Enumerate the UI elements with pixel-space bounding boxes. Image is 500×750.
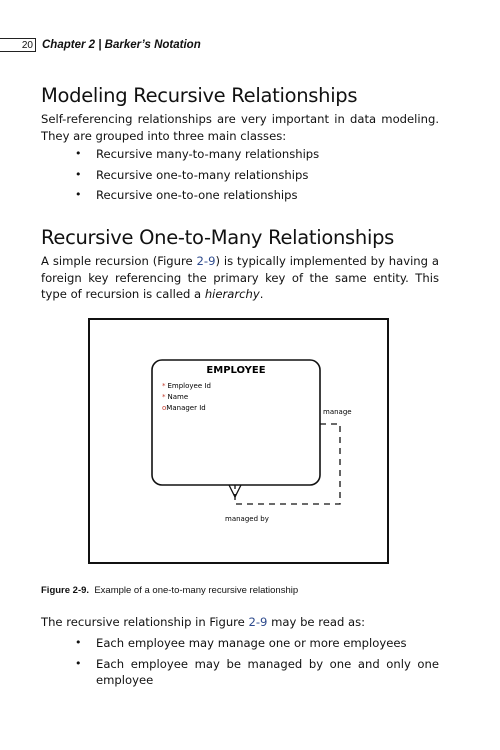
- bullet-icon: •: [75, 636, 82, 649]
- reading-paragraph: The recursive relationship in Figure 2-9 may be read as:: [41, 615, 366, 629]
- page-number: 20: [0, 38, 36, 52]
- attribute-employee-id: * Employee Id: [162, 382, 211, 390]
- section-heading-one-to-many: Recursive One-to-Many Relationships: [41, 226, 395, 249]
- relationship-classes-list: [41, 146, 439, 204]
- figure-frame: [88, 318, 389, 564]
- bullet-icon: •: [75, 656, 82, 670]
- reading-list: [41, 635, 439, 689]
- figure-reference-link[interactable]: 2-9: [196, 254, 216, 268]
- relationship-label-manage: manage: [323, 408, 352, 416]
- optional-marker-icon: o: [162, 404, 167, 412]
- mandatory-marker-icon: *: [162, 393, 166, 401]
- bullet-icon: •: [75, 147, 82, 160]
- caption-label: Figure 2-9.: [41, 585, 90, 596]
- list-item: • Each employee may manage one or more employees: [75, 636, 407, 650]
- figure-caption: [41, 585, 298, 597]
- employee-entity-box: [152, 360, 320, 485]
- entity-name: EMPLOYEE: [206, 365, 266, 376]
- caption-text: Example of a one-to-many recursive relationship: [94, 585, 299, 596]
- bullet-icon: •: [75, 167, 82, 181]
- attribute-name: * Name: [162, 393, 189, 401]
- section-heading-recursive-relationships: Modeling Recursive Relationships: [41, 84, 358, 107]
- intro-paragraph: Self-referencing relationships are very important in data modeling. They are grouped into three main classes:: [41, 112, 439, 143]
- list-item: • Each employee may be managed by one and only one employee: [75, 656, 439, 687]
- mandatory-marker-icon: *: [162, 382, 166, 390]
- list-item: • Recursive many-to-many relationships: [75, 147, 320, 161]
- running-header: [0, 38, 500, 56]
- relationship-label-managed-by: managed by: [225, 515, 269, 523]
- bullet-icon: •: [75, 188, 82, 201]
- term-hierarchy: hierarchy: [204, 287, 260, 301]
- hierarchy-paragraph: A simple recursion (Figure 2-9) is typically implemented by having a foreign key referencing the primary key of the same entity. This type of recursion is called a hierarchy.: [41, 254, 439, 301]
- list-item: • Recursive one-to-many relationships: [75, 167, 309, 182]
- figure-reference-link[interactable]: 2-9: [248, 615, 268, 629]
- er-diagram: [90, 320, 387, 562]
- running-title: Chapter 2 | Barker’s Notation: [42, 39, 201, 51]
- list-item: • Recursive one-to-one relationships: [75, 188, 298, 202]
- attribute-manager-id: oManager Id: [162, 404, 206, 412]
